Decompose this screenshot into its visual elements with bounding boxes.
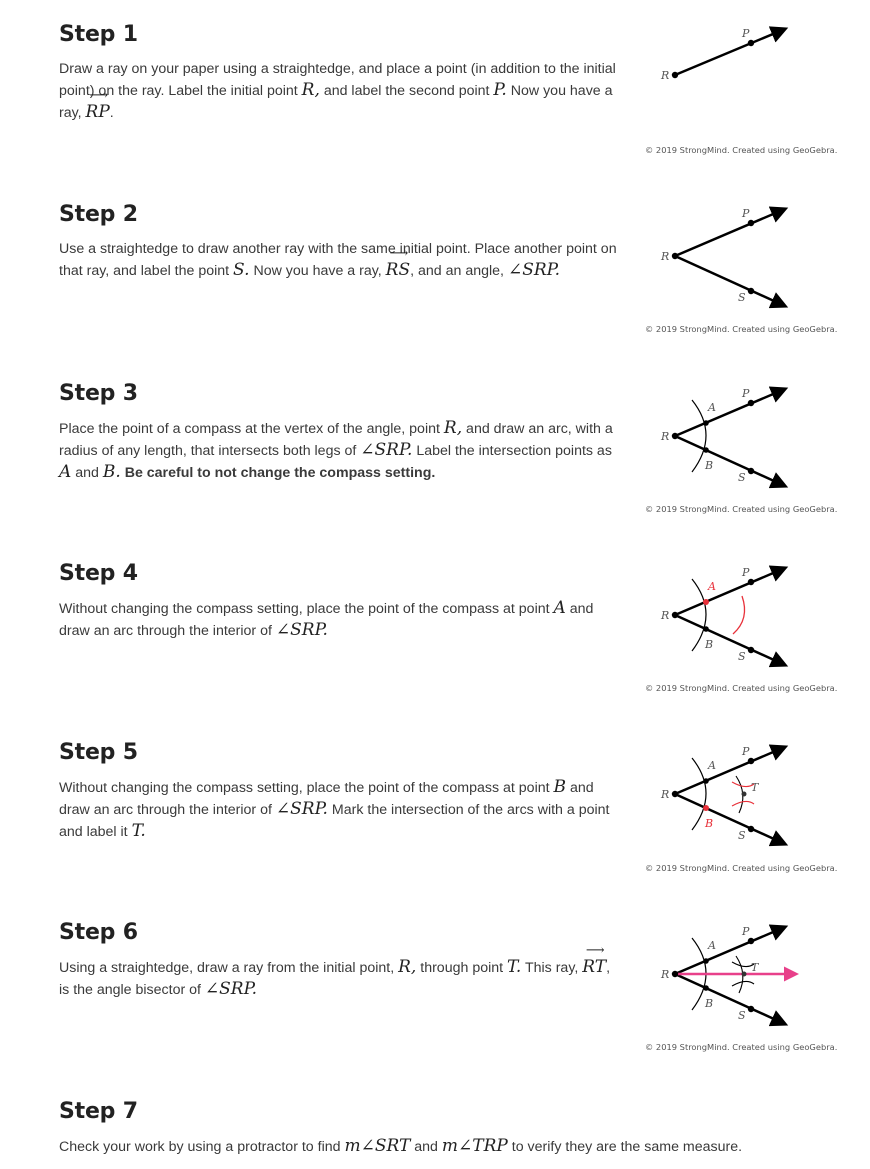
svg-text:P: P <box>742 207 750 220</box>
svg-text:R: R <box>661 788 670 801</box>
figure-step-3 <box>630 380 850 540</box>
svg-text:R: R <box>661 430 670 443</box>
svg-text:P: P <box>742 27 750 40</box>
step-title: Step 3 <box>59 381 138 406</box>
step-5 <box>59 740 619 843</box>
credit-text: © 2019 StrongMind. Created using GeoGebra. <box>645 324 838 334</box>
svg-text:R: R <box>661 968 670 981</box>
svg-text:P: P <box>742 566 750 579</box>
credit-text: © 2019 StrongMind. Created using GeoGebra. <box>645 1042 838 1052</box>
step-title: Step 5 <box>59 740 138 765</box>
svg-text:S: S <box>738 471 746 484</box>
step-title: Step 4 <box>59 561 138 586</box>
step-6 <box>59 920 619 1001</box>
figure-step-6 <box>630 918 850 1078</box>
svg-text:B: B <box>705 638 714 651</box>
step-1 <box>59 22 619 124</box>
svg-text:R: R <box>661 609 670 622</box>
svg-text:A: A <box>708 759 716 772</box>
svg-text:T: T <box>751 961 759 974</box>
step-2 <box>59 202 619 282</box>
svg-text:B: B <box>705 817 714 830</box>
svg-text:A: A <box>708 401 716 414</box>
step-text: Use a straightedge to draw another ray with the same initial point. Place another point on that ray, and label the point S. Now you have a ray, ⟶ RS, and an angle, ∠SRP. <box>59 239 619 282</box>
figure-step-5 <box>630 738 850 898</box>
step-title: Step 1 <box>59 22 138 47</box>
svg-text:S: S <box>738 650 746 663</box>
svg-text:S: S <box>738 829 746 842</box>
svg-text:B: B <box>705 459 714 472</box>
step-text: Without changing the compass setting, place the point of the compass at point A and draw an arc through the interior of ∠SRP. <box>59 598 594 640</box>
step-text: Without changing the compass setting, place the point of the compass at point B and draw an arc through the interior of ∠SRP. Mark the intersection of the arcs with a point and label it T. <box>59 777 610 841</box>
svg-text:P: P <box>742 387 750 400</box>
step-text: Draw a ray on your paper using a straightedge, and place a point (in addition to the initial point) on the ray. Label the initial point R, and label the second point P. Now you have a ray, ⟶ RP. <box>59 59 619 124</box>
svg-text:A: A <box>708 939 716 952</box>
credit-text: © 2019 StrongMind. Created using GeoGebra. <box>645 145 838 155</box>
svg-text:R: R <box>661 69 670 82</box>
step-title: Step 2 <box>59 202 138 227</box>
figure-step-1 <box>630 20 850 180</box>
step-title: Step 6 <box>59 920 138 945</box>
svg-text:S: S <box>738 291 746 304</box>
svg-text:B: B <box>705 997 714 1010</box>
step-title: Step 7 <box>59 1099 138 1124</box>
credit-text: © 2019 StrongMind. Created using GeoGebra. <box>645 863 838 873</box>
step-7 <box>59 1099 839 1158</box>
svg-text:R: R <box>661 250 670 263</box>
step-3 <box>59 381 619 484</box>
svg-text:A: A <box>708 580 716 593</box>
step-text: Place the point of a compass at the vertex of the angle, point R, and draw an arc, with a radius of any length, that intersects both legs of ∠SRP. Label the intersection points as A and B. Be careful to not change the compass setting. <box>59 418 613 482</box>
step-text: Check your work by using a protractor to find m∠SRT and m∠TRP to verify they are the same measure. <box>59 1136 743 1156</box>
figure-step-4 <box>630 559 850 719</box>
step-text: Using a straightedge, draw a ray from the initial point, R, through point T. This ray, ⟶ RT, is the angle bisector of ∠SRP. <box>59 957 619 1001</box>
credit-text: © 2019 StrongMind. Created using GeoGebra. <box>645 683 838 693</box>
step-4 <box>59 561 619 642</box>
svg-text:P: P <box>742 925 750 938</box>
credit-text: © 2019 StrongMind. Created using GeoGebra. <box>645 504 838 514</box>
svg-text:P: P <box>742 745 750 758</box>
svg-text:S: S <box>738 1009 746 1022</box>
svg-text:T: T <box>751 781 759 794</box>
figure-step-2 <box>630 200 850 360</box>
